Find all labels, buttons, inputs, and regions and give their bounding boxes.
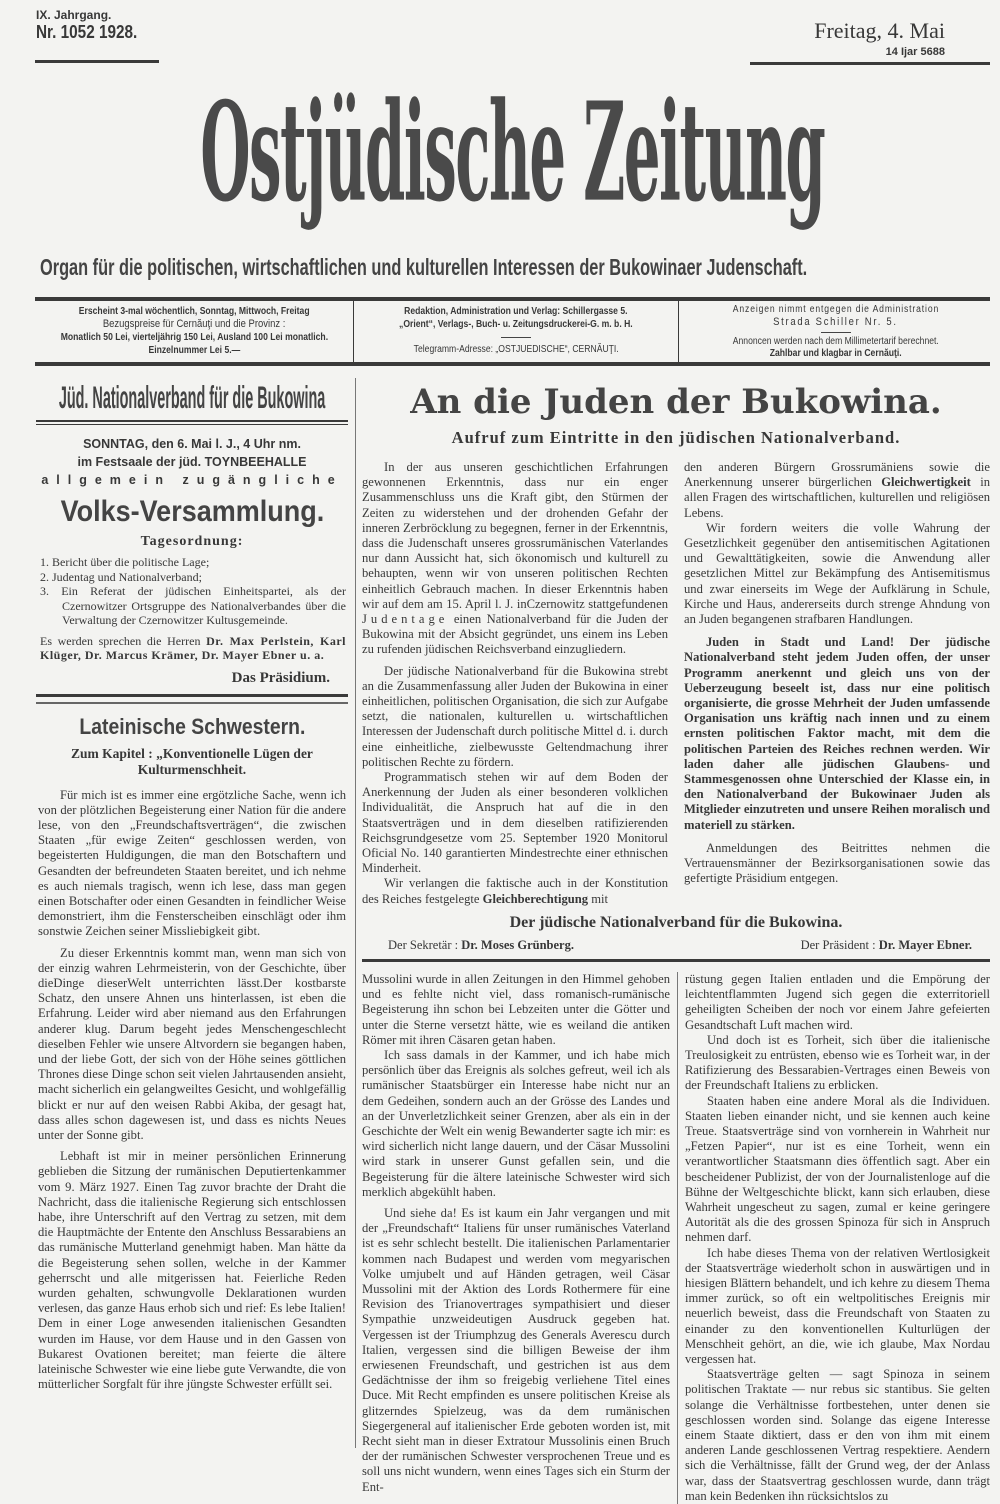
agenda-item: 3. Ein Referat der jüdischen Einheitspartei, als der Czernowitzer Ortsgruppe des Nationalverbandes über die Verwaltung der Czernowitzer Kultusgemeinde.	[40, 584, 346, 627]
president-name: Dr. Mayer Ebner.	[878, 937, 972, 952]
volume-label: IX. Jahrgang.	[36, 8, 112, 22]
article-title	[36, 712, 348, 742]
text: einen Nationalverband für die Juden der Bukowina mit der Absicht gegründet, uns einem ins Leben zu rufenden jüdischen Reichsverband einzugliedern.	[362, 612, 668, 657]
agenda-item: 2. Judentag und Nationalverband;	[40, 569, 202, 584]
paragraph	[362, 876, 668, 906]
text: mit	[588, 891, 609, 906]
info-text: Strada Schiller Nr. 5.	[773, 316, 898, 328]
info-text: Annoncen werden nach dem Millimetertarif berechnet.	[732, 336, 939, 347]
left-column	[36, 380, 348, 1392]
info-line	[37, 305, 351, 318]
paragraph: Und siehe da! Es ist kaum ein Jahr vergangen und mit der „Freundschaft“ Italiens für unser rumänisches Vaterland ist es sehr schlecht bestellt. Die italienischen Parlamentarier kommen nach Budapest und werden vom megyarischen Volke umjubelt und auf Händen getragen, weil Cäsar Mussolini mit der Aktion des Lords Rothermere für eine Revision des Trianovertrages sympathisiert und dieser Sympathie unzweideutigen Ausdruck gegeben hat. Vergessen ist der Triumphzug des Generals Averescu durch Italien, vergessen sind die billigen Beweise der ihm erwiesenen Freundschaft, und gestrichen ist aus dem Gedächtnisse der ihm so freigebig verliehene Titel eines Duce. Mit Recht empfinden es unsere politischen Kreise als glitzerndes Spielzeug, was da dem rumänischen Siegergeneral auf italienischer Erde geboten worden ist, mit Recht sieht man in dieser Extratour Mussolinis einen Bruch der der rumänischen Schwester versprochenen Treue und es soll uns nicht wundern, wenn eines Tages sich ein Sturm der Ent-	[362, 1205, 670, 1494]
header-rule-right	[750, 62, 990, 65]
appeal-call-paragraph: Juden in Stadt und Land! Der jüdische Nationalverband steht jedem Juden offen, der unser Programm anerkennt und gleich uns von der Ueberzeugung beseelt ist, dass nur eine politisch organisierte, die grosse Mehrheit der Juden umfassende Organisation uns kräftig nach innen und zu einem ernsten politischen Faktor macht, mit dem die politischen Parteien des Reiches rechnen werden. Wir laden daher alle jüdischen Glaubens- und Stammesgenossen ohne Unterschied der Klasse ein, in den Nationalverband der Bukowinaer Juden als Mitglieder einzutreten und unsere Reihen moralisch und materiell zu stärken.	[684, 635, 990, 832]
infobox-top-rule	[35, 297, 990, 301]
hebrew-date: 14 Ijar 5688	[885, 46, 945, 58]
issue-number-text: Nr. 1052 1928.	[36, 22, 138, 42]
text: In der aus unseren geschichtlichen Erfahrungen gewonnenen Erkenntnis, dass nur ein enger Zusammenschluss uns die Kraft gibt, den Stürmen der Zeiten zu widerstehen und der drohenden Gefahr der inneren Zerbröcklung zu begegnen, ferner in der Erkenntnis, dass die Judenschaft unseres grossrumänischen Vaterlandes nur dann Aussicht hat, sich ökonomisch und kulturell zu behaupten, wenn wir von unseren politischen Rechten einheitlich Gebrauch machen. In dieser Erkenntnis haben wir auf dem am 15. April l. J. inCzernowitz stattgefundenen	[362, 460, 668, 611]
info-line	[37, 344, 351, 357]
notice-signature: Das Präsidium.	[231, 669, 330, 686]
article-column-left	[36, 788, 348, 1393]
speakers-intro: Es werden sprechen die Herren	[40, 633, 207, 648]
info-text: Zahlbar und klagbar in Cernăuţi.	[769, 348, 902, 359]
advertising-info	[681, 304, 990, 360]
subtitle-text: Organ für die politischen, wirtschaftlichen und kulturellen Interessen der Bukowinaer Judenschaft.	[40, 255, 808, 281]
appeal-subtitle: Aufruf zum Eintritte in den jüdischen Nationalverband.	[451, 428, 901, 447]
info-divider	[821, 332, 851, 333]
paragraph: Zu dieser Erkenntnis kommt man, wenn man sich von der einzig wahren Lehrmeisterin, von der Geschichte, über dieDinge dieserWelt unterrichten lässt.Der kostbarste Schatz, den unsere Ahnen uns hinterlassen, ist eben die Erfahrung. Leider wird aber niemand aus den Erfahrungen anderer klug. Darum begeht jedes Menschengeschlecht dieselben Fehler wie unsere Altvordern sie begangen haben, und der liebe Gott, der sich von der Höhe seines göttlichen Thrones diese Dinge schon seit vielen Jahrtausenden ansieht, macht sicherlich ein gelangweiltes Gesicht, und wohlgefällig blickt er nur auf den weisen Rabbi Akiba, der gesagt hat, dass alles schon dagewesen ist, und dass es nichts Neues unter der Sonne gibt.	[38, 945, 346, 1142]
subtitle	[40, 257, 995, 281]
info-divider	[501, 337, 531, 338]
info-line	[681, 336, 990, 348]
meeting-title	[36, 493, 348, 531]
subscription-info	[37, 305, 351, 357]
appeal-title: An die Juden der Bukowina.	[410, 382, 942, 422]
notice-header-text: Jüd. Nationalverband für die Bukowina	[58, 380, 326, 416]
meeting-title-text: Volks-Versammlung.	[60, 495, 324, 528]
info-line	[681, 348, 990, 360]
text-bold: Gleichberechtigung	[482, 891, 589, 906]
secretary-label: Der Sekretär :	[388, 937, 462, 952]
section-rule	[36, 702, 348, 704]
text: in allen Fragen des wirtschaftlichen, kulturellen und religiösen Lebens.	[684, 475, 990, 520]
speakers	[40, 634, 346, 663]
info-line	[681, 304, 990, 316]
article-column-right	[677, 972, 990, 1504]
meeting-access: allgemein zugängliche	[41, 473, 343, 487]
infobox-divider	[353, 301, 354, 362]
president	[801, 937, 972, 953]
info-text: Einzelnummer Lei 5.—	[148, 345, 240, 356]
info-text: Bezugspreise für Cernăuţi und die Provinz :	[102, 318, 286, 330]
info-line	[681, 316, 990, 329]
paragraph: rüstung gegen Italien entladen und die Empörung der leichtentflammten Jugend sich gegen die exterritoriell geheiligten Scheiben der noch vor einem Jahre gefeierten Gesandtschaft Luft machen wird.	[685, 971, 990, 1032]
article-column-middle	[362, 972, 677, 1495]
masthead-title: Ostjüdische Zeitung	[200, 72, 825, 232]
agenda-list	[36, 555, 348, 663]
paragraph: Staaten haben eine andere Moral als die Individuen. Staaten lieben einander nicht, und sie kennen auch keine Treue. Staatsverträge sind von vornherein in Wahrheit nur „Fetzen Papier“, nur ist es eine Torheit, wenn ein verantwortlicher Staatsmann dies öffentlich sagt. Aber ein bescheidener Publizist, der von der Journalistenloge auf die Bühne der Weltgeschichte blickt, kann sich erlauben, diese Wahrheit ungescheut zu sagen, zumal er keine geringere Autorität als die des grossen Spinoza für sich in Anspruch nehmen darf.	[685, 1093, 990, 1245]
section-rule	[362, 959, 990, 962]
column-divider	[355, 378, 356, 1448]
paragraph: Ich sass damals in der Kammer, und ich habe mich persönlich über das Ereignis als solches gefreut, weil ich als rumänischer Staatsbürger ein Interesse habe nicht nur an dem Gedeihen, sondern auch an der Grösse des Landes und an der Unverletzlichkeit seiner Grenzen, aber als ein in der Geschichte der Welt ein wenig Bewanderter sagte ich mir: es wird sicherlich nicht lange dauern, und der Cäsar Mussolini wird stark in unserer Gunst gefallen sein, und die Begeisterung für die ältere lateinische Schwester wird sich merklich abgekühlt haben.	[362, 1047, 670, 1199]
section-rule	[36, 694, 348, 697]
agenda-title: Tagesordnung:	[140, 534, 244, 549]
info-text: Erscheint 3-mal wöchentlich, Sonntag, Mittwoch, Freitag	[78, 306, 310, 317]
header-rule-left	[35, 60, 159, 63]
president-label: Der Präsident :	[800, 937, 879, 952]
text-bold: Gleichwertigkeit	[881, 475, 971, 490]
masthead	[130, 72, 895, 232]
info-line	[37, 331, 351, 344]
secretary	[388, 937, 574, 953]
appeal-column-left	[362, 460, 668, 907]
infobox-bottom-rule	[35, 362, 990, 366]
meeting-date: SONNTAG, den 6. Mai l. J., 4 Uhr nm.	[83, 437, 301, 451]
infobox-divider	[678, 301, 679, 362]
info-text: Telegramm-Adresse: „OSTJUEDISCHE“, CERNĂUŢI.	[413, 344, 619, 355]
right-section	[362, 380, 990, 1504]
meeting-details	[36, 435, 348, 489]
info-text: Redaktion, Administration und Verlag: Schillergasse 5.	[404, 306, 628, 317]
info-line	[356, 318, 676, 331]
info-text: Monatlich 50 Lei, vierteljährig 150 Lei, Ausland 100 Lei monatlich.	[60, 332, 328, 343]
info-line	[37, 318, 351, 331]
article-title-text: Lateinische Schwestern.	[79, 713, 305, 739]
paragraph: Staatsverträge gelten — sagt Spinoza in seinem politischen Traktate — nur rebus sic stantibus. Sie gelten solange die Verhältnisse fortbestehen, unter denen sie geschlossen worden sind. Solange das eigene Interesse einem Staate diktiert, dass er den von ihm mit einem anderen Lande geschlossenen Vertrag respektiere. Aendern sich die Verhältnisse, fällt der Grund weg, der der Anlass war, dass der Staatsvertrag geschlossen wurde, dann trägt man kein Bedenken ihn rücksichtslos zu	[685, 1367, 990, 1503]
info-line	[356, 343, 676, 356]
paragraph: Und doch ist es Torheit, sich über die italienische Treulosigkeit zu entrüsten, ebenso wie es Torheit war, in der Ratifizierung des Bessarabien-Vertrages einen Beweis von der Freundschaft Italiens zu erblicken.	[685, 1032, 990, 1093]
appeal-column-right	[684, 460, 990, 886]
article-continuation	[362, 972, 990, 1504]
info-text: Anzeigen nimmt entgegen die Administration	[732, 304, 939, 315]
paragraph: Programmatisch stehen wir auf dem Boden der Anerkennung der Juden als einer besonderen volklichen Individualität, die Anspruch hat auf die in den Staatsverträgen und in dem dieselben ratifizierenden Reichsgrundgesetze vom 25. September 1920 Monitorul Oficial No. 140 garantierten Mindestrechte einer ethnischen Minderheit.	[362, 770, 668, 876]
paragraph: Lebhaft ist mir in meiner persönlichen Erinnerung geblieben die Sitzung der rumänischen Deputiertenkammer vom 9. März 1927. Einen Tag zuvor brachte der Draht die Nachricht, dass die italienische Regierung sich entschlossen habe, ihre Unterschrift auf den Vertrag zu setzen, mit dem die Hauptmächte der Entente den Anschluss Bessarabiens an das rumänische Mutterland genehmigt haben. Man hätte da die Begeisterung sehen sollen, welche in der Kammer geherrscht und alle mitgerissen hat. Feierliche Reden wurden gehalten, schwungvolle Deklarationen wurden verlesen, das ganze Haus erhob sich und rief: Es lebe Italien! Dem in einer Loge anwesenden italienischen Gesandten wurden im Hause, vor dem Hause und in den Gassen von Bukarest Ovationen bereitet; man feierte die ältere lateinische Schwester wie eine liebe gute Verwandte, die von mütterlicher Sorgfalt für ihre jüngste Schwester erfüllt sei.	[38, 1149, 346, 1392]
notice-rule	[36, 424, 348, 425]
article-subtitle: Zum Kapitel : „Konventionelle Lügen der Kulturmenschheit.	[71, 745, 313, 777]
agenda-item: 1. Bericht über die politische Lage;	[40, 555, 210, 569]
info-line	[356, 305, 676, 318]
appeal-signature: Der jüdische Nationalverband für die Bukowina.	[509, 913, 843, 931]
paragraph: Anmeldungen des Beitrittes nehmen die Vertrauensmänner der Bezirksorganisationen sowie das gefertigte Präsidium entgegen.	[684, 840, 990, 886]
paragraph: Mussolini wurde in allen Zeitungen in den Himmel gehoben und es fehlte nicht viel, dass romanisch-rumänische Begeisterung ihn schon bei Lebzeiten unter die Götter und unter die Sterne versetzt hätte, wie es weiland die antiken Römer mit ihren Cäsaren getan haben.	[362, 971, 670, 1047]
notice-header	[36, 380, 348, 418]
text: den anderen Bürgern Grossrumäniens sowie die Anerkennung unserer bürgerlichen	[684, 460, 990, 490]
paragraph	[684, 460, 990, 521]
issue-number	[36, 22, 166, 43]
info-text: „Orient“, Verlags-, Buch- u. Zeitungsdruckerei-G. m. b. H.	[399, 319, 633, 330]
paragraph: Wir fordern weiters die volle Wahrung der Gesetzlichkeit gegenüber den antisemitischen Agitationen und Gewalttätigkeiten, sowie die Anwendung aller gesetzlichen Mittel zur Bekämpfung des Antisemitismus und zwar einerseits im Wege der Aufklärung in Schule, Kirche und Haus, andererseits durch strenge Ahndung von an Juden begangenen strafbaren Handlungen.	[684, 520, 990, 627]
editorial-info	[356, 305, 676, 356]
appeal-signatories	[362, 937, 990, 953]
paragraph	[362, 460, 668, 658]
text-spaced: Judentage	[362, 612, 449, 627]
issue-date: Freitag, 4. Mai	[814, 18, 945, 43]
appeal-columns	[362, 460, 990, 907]
paragraph: Der jüdische Nationalverband für die Bukowina strebt an die Zusammenfassung aller Juden der Bukowina in einer einheitlichen, politischen Organisation, die sich zur Aufgabe setzt, die nationalen, kulturellen u. wirtschaftlichen Interessen der Judenschaft durch politische Mittel d. i. durch eine einheitliche, zielbewusste Geltendmachung ihrer politischen Rechte zu fördern.	[362, 663, 668, 769]
meeting-venue: im Festsaale der jüd. TOYNBEEHALLE	[77, 455, 307, 469]
paragraph: Ich habe dieses Thema von der relativen Wertlosigkeit der Staatsverträge wiederholt schon in auswärtigen und in hiesigen Blättern behandelt, und ich kehre zu diesem Thema immer zurück, so oft ein weltpolitisches Ereignis mir neuerlich beweist, dass die Freundschaft von Staaten zu einander zu den konventionellen Kulturlügen der Menschheit gehört, an die, wie ich glaube, Max Nordau vergessen hat.	[685, 1245, 990, 1366]
secretary-name: Dr. Moses Grünberg.	[461, 937, 574, 952]
speakers-names: Dr. Max Perlstein, Karl Klüger, Dr. Marcus Krämer, Dr. Mayer Ebner u. a.	[40, 633, 346, 662]
text: Wir verlangen die faktische auch in der Konstitution des Reiches festgelegte	[362, 876, 668, 906]
paragraph: Für mich ist es immer eine ergötzliche Sache, wenn ich von der plötzlichen Begeisterung einer Nation für die andere lese, von den „Freundschaftsverträgen“, die zwischen Staaten „für ewige Zeiten“ geschlossen werden, von begeisterten Huldigungen, die man den Botschaftern und Gesandten der befreundeten Staaten bereitet, und ich nehme es auch niemals tragisch, wenn ich lese, dass man gegen einen Botschafter oder einen Gesandten in feindlicher Weise demonstriert, ihm die Fensterscheiben einschlägt oder ihm sonstwie Zeichen seiner Missliebigkeit gibt.	[38, 787, 346, 939]
